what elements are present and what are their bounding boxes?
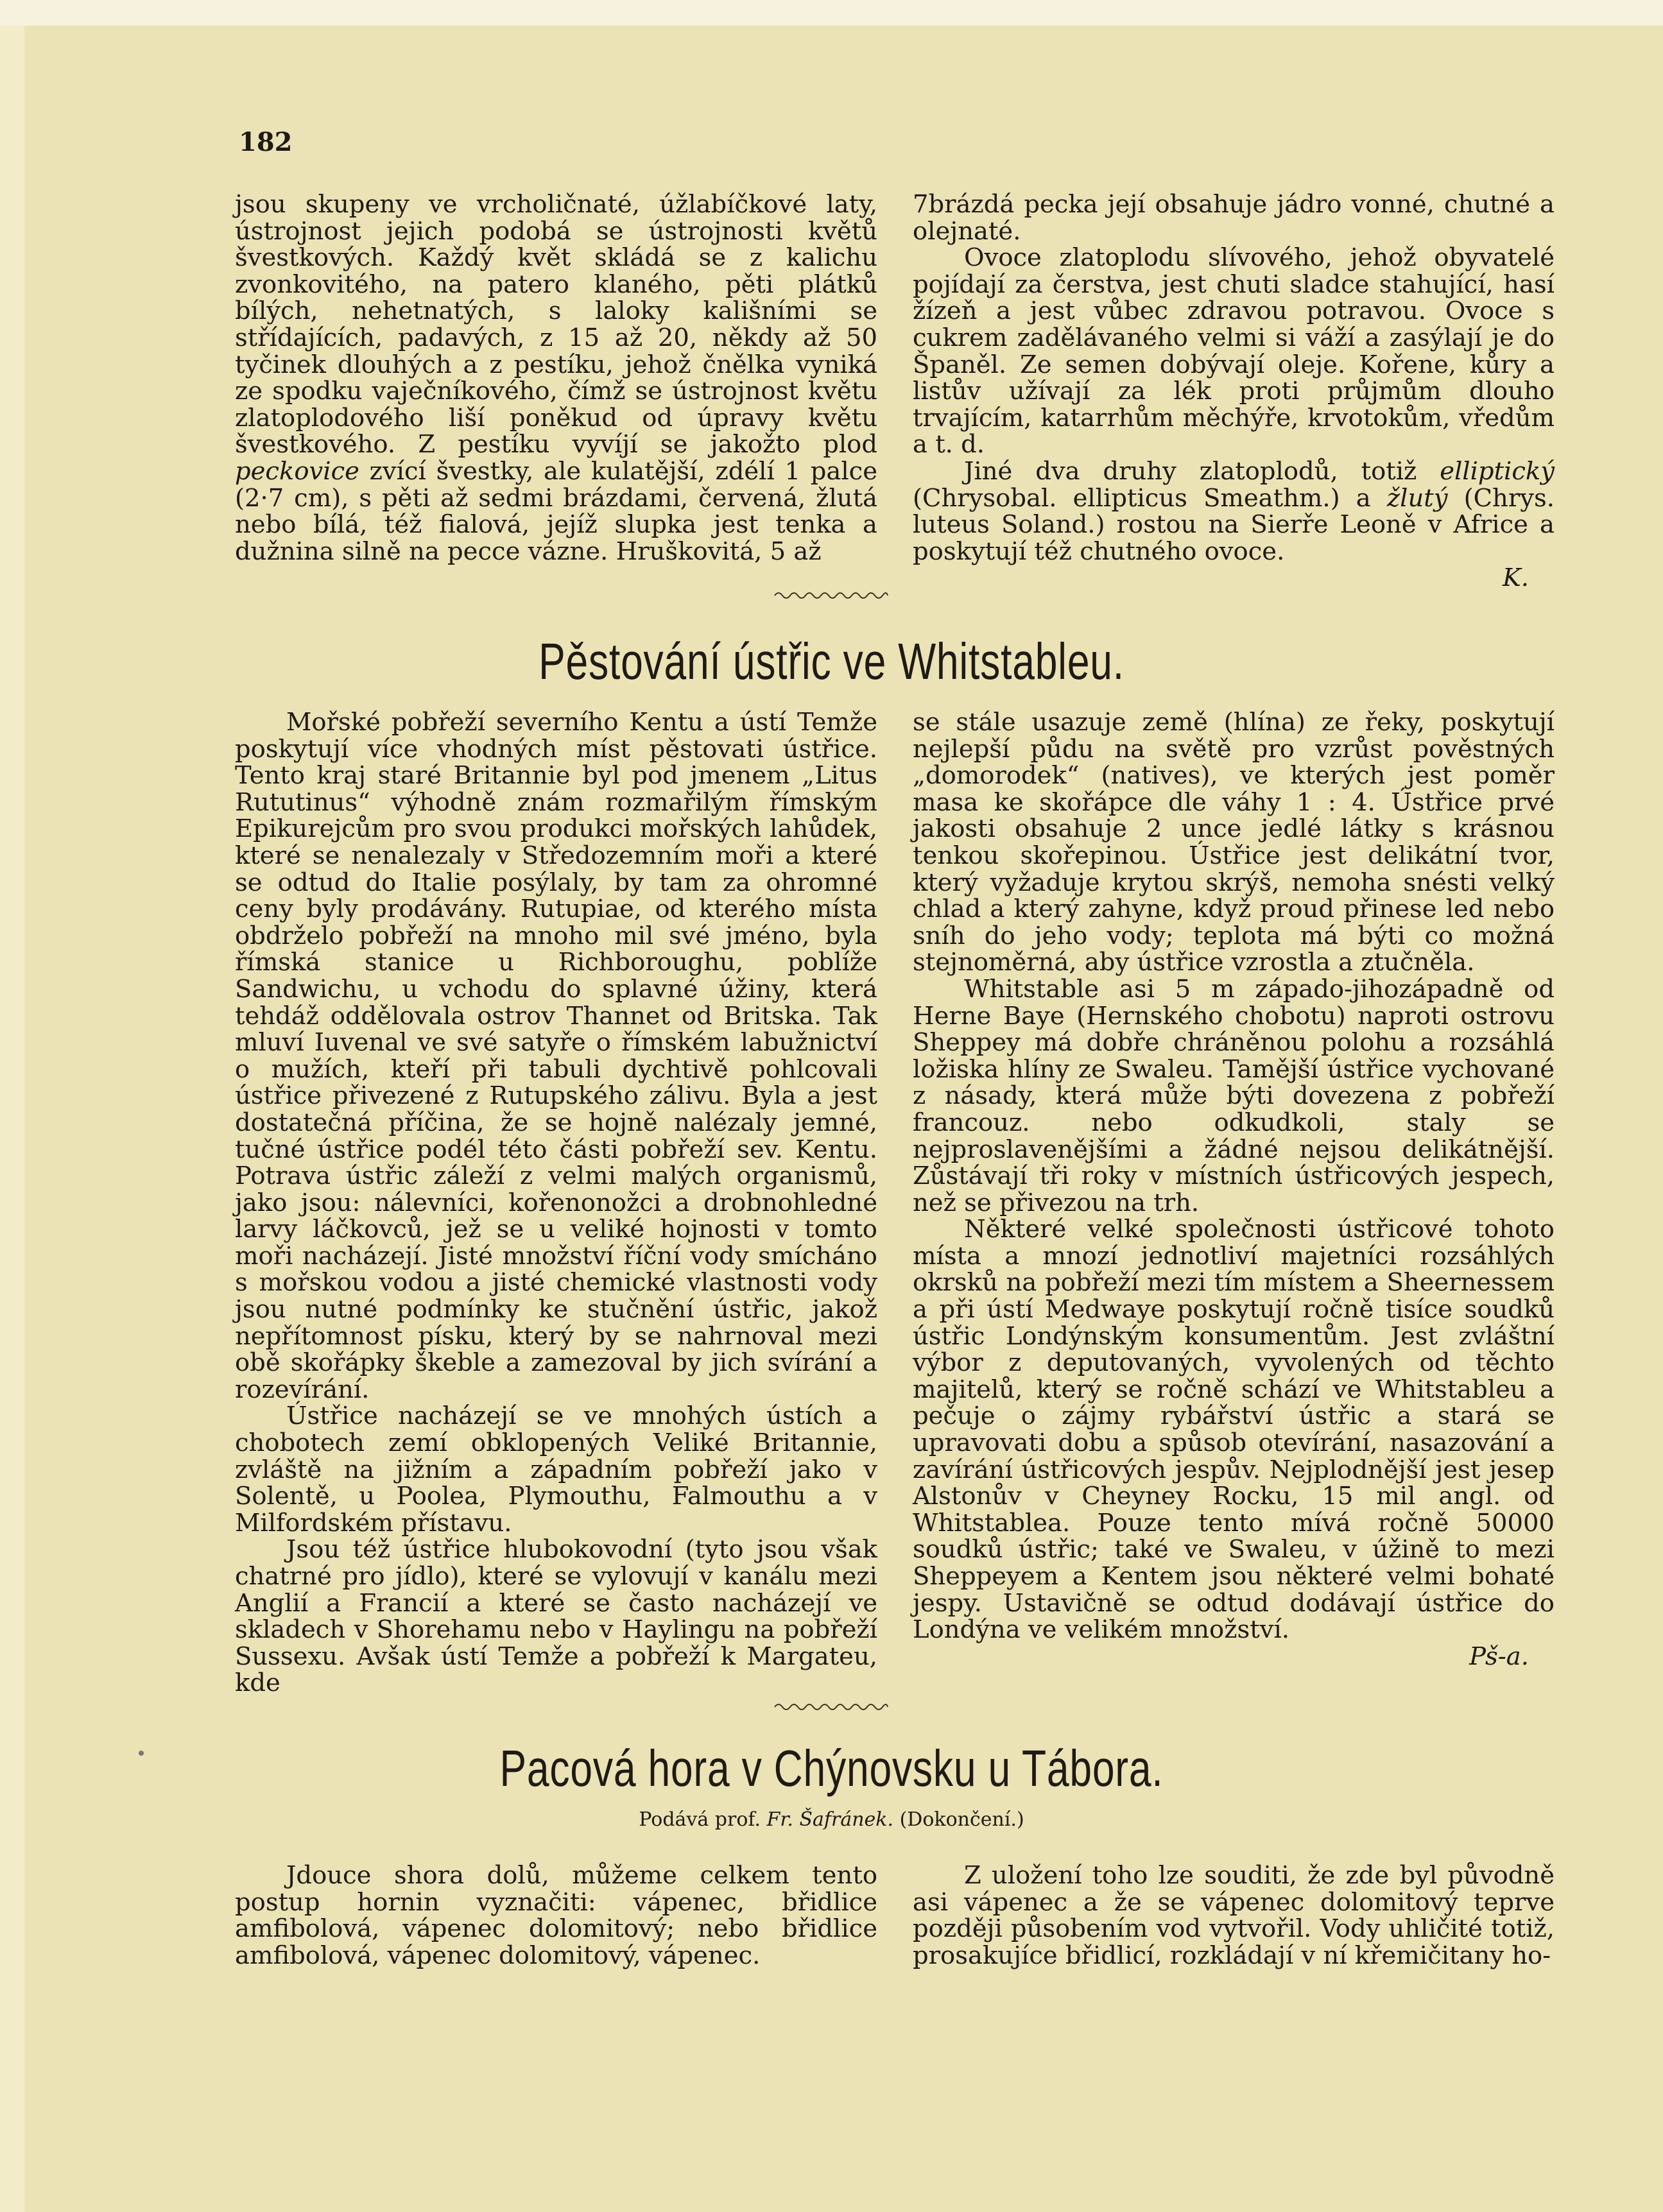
- top-margin-band: [0, 0, 1663, 26]
- article2-right-p3: Některé velké společnosti ústřicové tohoto místa a mnozí jednotliví majetníci rozsáhlých okrsků na pobřeží mezi tím místem a Sheernessem a při ústí Medwaye poskytují ročně tisíce soudků ústřic Londýnským konsumentům. Jest zvláštní výbor z deputovaných, vyvolených od těchto majitelů, který se ročně schází ve Whitstableu a pečuje o zájmy rybářství ústřic a stará se upravovati dobu a spůsob otevírání, nasazování a zavírání ústřicových jespův. Nejplodnější jest jesep Alstonův v Cheyney Rocku, 15 mil angl. od Whitstablea. Pouze tento mívá ročně 50000 soudků ústřic; také ve Swaleu, v úžině to mezi Sheppeyem a Kentem jsou některé velmi bohaté jespy. Ustavičně se odtud dodávají ústřice do Londýna ve velikém množství.: [913, 1215, 1555, 1645]
- article1-right-p3-em2: žlutý: [1386, 483, 1448, 513]
- article1-right-p2: Ovoce zlatoplodu slívového, jehož obyvatelé pojídají za čerstva, jest chuti sladce stahující, hasí žízeň a jest vůbec zdravou potravou. Ovoce s cukrem zadělávaného velmi si váží a zasýlají je do Španěl. Ze semen dobývají oleje. Kořene, kůry a listův užívají za lék proti průjmům dlouho trvajícím, katarrhům měchýře, krvotokům, vředům a t. d.: [913, 243, 1555, 459]
- article1-left-emphasis: peckovice: [235, 456, 359, 486]
- article2-left-p3: Jsou též ústřice hlubokovodní (tyto jsou však chatrné pro jídlo), které se vylovují v kanálu mezi Anglií a Francií a které se často nacházejí ve skladech v Shorehamu nebo v Haylingu na pobřeží Sussexu. Avšak ústí Temže a pobřeží k Margateu, kde: [235, 1535, 877, 1698]
- margin-speck: [139, 1751, 144, 1756]
- article1-right-column: [913, 191, 1555, 592]
- article2-right-column: [913, 709, 1555, 1670]
- article1-right-p3-b: (Chrysobal. ellipticus Smeathm.) a: [913, 483, 1387, 513]
- article2-signature: Pš-a.: [1469, 1642, 1529, 1671]
- article1-right-p3-c: (Chrys. luteus Soland.) rostou na Sierře Leoně v Africe a poskytují též chutného ovoce.: [913, 483, 1555, 566]
- byline-suffix: (Dokončení.): [899, 1808, 1024, 1831]
- byline-prefix: Podává prof.: [639, 1808, 761, 1831]
- article1-signature: K.: [1502, 563, 1529, 593]
- article1-left-tail: zvící švestky, ale kulatější, zdélí 1 palce (2·7 cm), s pěti až sedmi brázdami, červená, žlutá nebo bílá, též fialová, jejíž slupka jest tenka a dužnina silně na pecce vázne. Hruškovitá, 5 až: [235, 456, 877, 566]
- article2-right-p2: Whitstable asi 5 m západo-jihozápadně od Herne Baye (Hernského chobotu) naproti ostrovu Sheppey má dobře chráněnou polohu a rozsáhlá ložiska hlíny ze Swaleu. Tamější ústřice vychované z násady, která může býti dovezena z pobřeží francouz. nebo odkudkoli, staly se nejproslavenějšími a žádné nejsou delikátnější. Zůstávají tři roky v místních ústřicových jespech, než se přivezou na trh.: [913, 974, 1555, 1217]
- article1-right-p3: [913, 458, 1555, 565]
- article3-title: Pacová hora v Chýnovsku u Tábora.: [499, 1740, 1164, 1797]
- article1-right-p3-em1: elliptický: [1440, 456, 1555, 486]
- article1-right-p3-a: Jiné dva druhy zlatoplodů, totiž: [964, 456, 1440, 486]
- article3-left-p1: Jdouce shora dolů, můžeme celkem tento postup hornin vyznačiti: vápenec, břidlice amfibolová, vápenec dolomitový; nebo břidlice amfibolová, vápenec dolomitový, vápenec.: [235, 1861, 877, 1970]
- article3-right-column: [913, 1862, 1555, 1969]
- article3-byline: [0, 1808, 1663, 1831]
- page-number: 182: [239, 127, 293, 157]
- article2-left-p2: Ústřice nacházejí se ve mnohých ústích a chobotech zemí obklopených Veliké Britannie, zvláště na jižním a západním pobřeží jako v Solentě, u Poolea, Plymouthu, Falmouthu a v Milfordském přístavu.: [235, 1402, 877, 1538]
- article2-left-p1: Mořské pobřeží severního Kentu a ústí Temže poskytují více vhodných míst pěstovati ústřice. Tento kraj staré Britannie byl pod jmenem „Litus Rututinus“ výhodně znám rozmařilým římským Epikurejcům pro svou produkci mořských lahůdek, které se nenalezaly v Středozemním moři a které se odtud do Italie posýlaly, by tam za ohromné ceny byly prodávány. Rutupiae, od kterého místa obdrželo pobřeží na mnoho mil své jméno, byla římská stanice u Richboroughu, poblíže Sandwichu, u vchodu do splavné úžiny, která tehdáž oddělovala ostrov Thannet od Britska. Tak mluví Iuvenal ve své satyře o římském labužnictví o mužích, kteří při tabuli dychtivě pohlcovali ústřice přivezené z Rutupského zálivu. Byla a jest dostatečná příčina, že se hojně nalézaly jemné, tučné ústřice podél této části pobřeží sev. Kentu. Potrava ústřic záleží z velmi malých organismů, jako jsou: nálevníci, kořenonožci a drobnohledné larvy láčkovců, jež se u veliké hojnosti v tomto moři nacházejí. Jisté množství říční vody smícháno s mořskou vodou a jisté chemické vlastnosti vody jsou nutné podmínky ke stučnění ústřic, jakož nepřítomnost písku, který by se nahrnoval mezi obě skořápky škeble a zamezoval by jich svírání a rozevírání.: [235, 708, 877, 1404]
- section-divider-1: [773, 589, 889, 602]
- article3-left-column: [235, 1862, 877, 1969]
- article1-left-column: [235, 191, 877, 565]
- article3-right-p1: Z uložení toho lze souditi, že zde byl původně asi vápenec a že se vápenec dolomitový teprve později působením vod vytvořil. Vody uhličité totiž, prosakujíce břidlicí, rozkládají v ní křemičitany ho-: [913, 1861, 1555, 1970]
- article1-left-text: jsou skupeny ve vrcholičnaté, úžlabíčkové laty, ústrojnost jejich podobá se ústrojnosti květů švestkových. Každý květ skládá se z kalichu zvonkovitého, na patero klaného, pěti plátků bílých, nehetnatých, s laloky kališními se střídajících, padavých, z 15 až 20, někdy až 50 tyčinek dlouhých a z pestíku, jehož čnělka vyniká ze spodku vaječníkového, čímž se ústrojnost květu zlatoplodového liší poněkud od úpravy květu švestkového. Z pestíku vyvíjí se jakožto plod: [235, 190, 877, 459]
- byline-author: Fr. Šafránek.: [766, 1808, 894, 1831]
- section-divider-2: [773, 1701, 889, 1713]
- article2-left-column: [235, 709, 877, 1697]
- article2-right-p1: se stále usazuje země (hlína) ze řeky, poskytují nejlepší půdu na světě pro vzrůst pověstných „domorodek“ (natives), ve kterých jest poměr masa ke skořápce dle váhy 1 : 4. Ústřice prvé jakosti obsahuje 2 unce jedlé látky s krásnou tenkou skořepinou. Ústřice jest delikátní tvor, který vyžaduje krytou skrýš, nemoha snésti velký chlad a který zahyne, když proud přinese led nebo sníh do jeho vody; teplota má býti co možná stejnoměrná, aby ústřice vzrostla a ztučněla.: [913, 708, 1555, 977]
- article1-right-p1: 7brázdá pecka její obsahuje jádro vonné, chutné a olejnaté.: [913, 190, 1555, 246]
- article2-title: Pěstování ústřic ve Whitstableu.: [539, 633, 1124, 690]
